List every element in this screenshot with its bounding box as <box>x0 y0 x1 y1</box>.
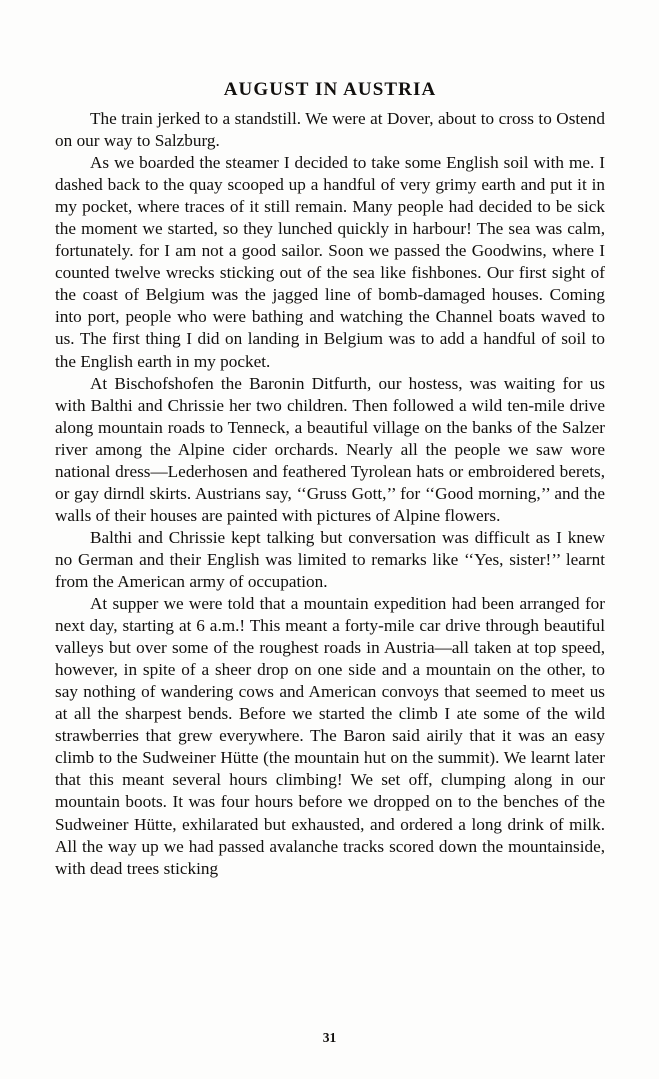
page-text-block <box>55 78 605 880</box>
body-paragraph: As we boarded the steamer I decided to take some English soil with me. I dashed back to the quay scooped up a handful of very grimy earth and put it in my pocket, where traces of it still remain. Many people had decided to be sick the moment we started, so they lunched quickly in harbour! The sea was calm, fortunately. for I am not a good sailor. Soon we passed the Goodwins, where I counted twelve wrecks sticking out of the sea like fishbones. Our first sight of the coast of Belgium was the jagged line of bomb-damaged houses. Coming into port, people who were bathing and watching the Channel boats waved to us. The first thing I did on landing in Belgium was to add a handful of soil to the English earth in my pocket. <box>55 153 605 371</box>
page-number: 31 <box>322 1030 337 1045</box>
page-title: AUGUST IN AUSTRIA <box>223 79 437 100</box>
body-paragraph: At Bischofshofen the Baronin Ditfurth, our hostess, was waiting for us with Balthi and Chrissie her two children. Then followed a wild ten-mile drive along mountain roads to Tenneck, a beautiful village on the banks of the Salzer river among the Alpine cider orchards. Nearly all the people we saw wore national dress—Lederhosen and feathered Tyrolean hats or embroidered berets, or gay dirndl skirts. Austrians say, ‘‘Gruss Gott,’’ for ‘‘Good morning,’’ and the walls of their houses are painted with pictures of Alpine flowers. <box>55 373 605 525</box>
body-paragraph: Balthi and Chrissie kept talking but conversation was difficult as I knew no German and their English was limited to remarks like ‘‘Yes, sister!’’ learnt from the American army of occupation. <box>55 527 605 591</box>
body-paragraph: At supper we were told that a mountain expedition had been arranged for next day, starting at 6 a.m.! This meant a forty-mile car drive through beautiful valleys but over some of the roughest roads in Austria—all taken at top speed, however, in spite of a sheer drop on one side and a mountain on the other, to say nothing of wandering cows and American convoys that seemed to meet us at all the sharpest bends. Before we started the climb I ate some of the wild strawberries that grew everywhere. The Baron said airily that it was an easy climb to the Sudweiner Hütte (the mountain hut on the summit). We learnt later that this meant several hours climbing! We set off, clumping along in our mountain boots. It was four hours before we dropped on to the benches of the Sudweiner Hütte, exhilarated but exhausted, and ordered a long drink of milk. All the way up we had passed avalanche tracks scored down the mountainside, with dead trees sticking <box>55 594 605 878</box>
body-paragraph: The train jerked to a standstill. We were at Dover, about to cross to Ostend on our way to Salzburg. <box>55 109 605 151</box>
